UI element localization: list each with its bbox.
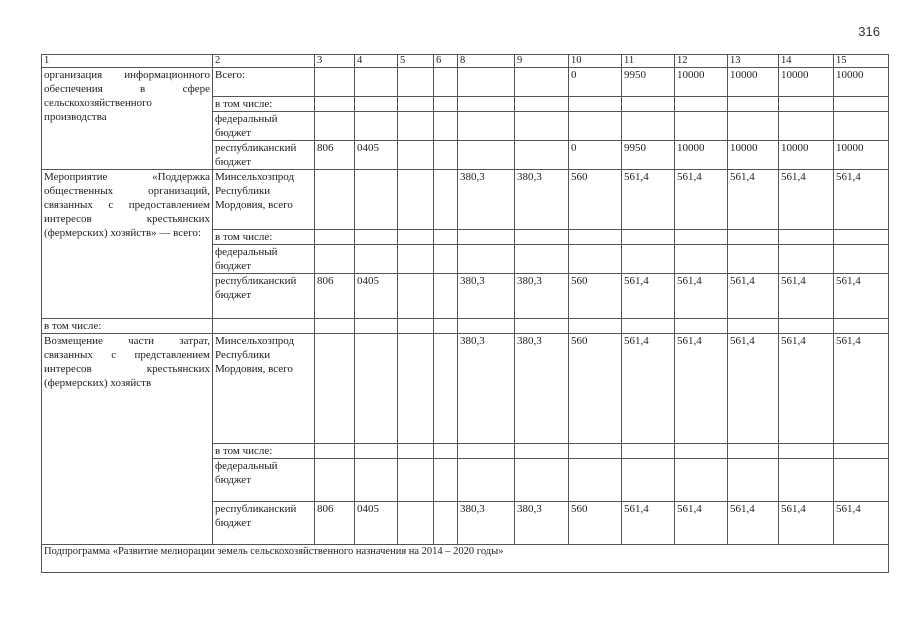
value-cell [675, 319, 728, 334]
value-cell [315, 245, 355, 274]
row-label: республиканский бюджет [213, 274, 315, 319]
column-header: 2 [213, 55, 315, 68]
value-cell [622, 112, 675, 141]
value-cell [434, 334, 458, 444]
value-cell [515, 230, 569, 245]
column-header: 13 [728, 55, 779, 68]
value-cell [434, 444, 458, 459]
value-cell [355, 112, 398, 141]
value-cell: 560 [569, 502, 622, 545]
value-cell [834, 245, 889, 274]
value-cell: 0 [569, 68, 622, 97]
value-cell [622, 444, 675, 459]
value-cell [434, 502, 458, 545]
column-header: 12 [675, 55, 728, 68]
value-cell: 561,4 [728, 502, 779, 545]
value-cell [515, 444, 569, 459]
value-cell [675, 112, 728, 141]
value-cell: 10000 [675, 141, 728, 170]
value-cell: 561,4 [728, 334, 779, 444]
page-number: 316 [858, 24, 880, 39]
value-cell: 561,4 [779, 334, 834, 444]
value-cell [434, 245, 458, 274]
row-group-name: Мероприятие «Поддержка общественных организаций, связанных с предоставлением интересов крестьянских (фермерских) хозяйств» — всего: [42, 170, 213, 319]
value-cell [728, 230, 779, 245]
value-cell [315, 319, 355, 334]
value-cell: 561,4 [622, 502, 675, 545]
value-cell [728, 459, 779, 502]
value-cell: 10000 [779, 141, 834, 170]
value-cell [398, 245, 434, 274]
value-cell [569, 444, 622, 459]
value-cell: 806 [315, 502, 355, 545]
value-cell: 561,4 [622, 334, 675, 444]
value-cell: 560 [569, 274, 622, 319]
value-cell [398, 141, 434, 170]
value-cell [315, 97, 355, 112]
value-cell [355, 68, 398, 97]
value-cell [398, 97, 434, 112]
value-cell [355, 334, 398, 444]
value-cell: 10000 [728, 141, 779, 170]
value-cell [515, 141, 569, 170]
value-cell [779, 459, 834, 502]
value-cell [434, 68, 458, 97]
value-cell: 9950 [622, 68, 675, 97]
value-cell [515, 68, 569, 97]
value-cell [398, 444, 434, 459]
value-cell [434, 141, 458, 170]
value-cell [622, 459, 675, 502]
value-cell [458, 245, 515, 274]
value-cell [779, 97, 834, 112]
value-cell: 0405 [355, 502, 398, 545]
table-row [42, 319, 889, 334]
value-cell: 380,3 [515, 274, 569, 319]
value-cell: 10000 [675, 68, 728, 97]
value-cell: 561,4 [728, 274, 779, 319]
value-cell [398, 459, 434, 502]
value-cell [355, 444, 398, 459]
value-cell [569, 319, 622, 334]
value-cell: 10000 [834, 141, 889, 170]
value-cell: 561,4 [675, 502, 728, 545]
row-label: Всего: [213, 68, 315, 97]
value-cell [515, 97, 569, 112]
value-cell: 560 [569, 334, 622, 444]
value-cell [834, 97, 889, 112]
value-cell [622, 230, 675, 245]
value-cell [398, 170, 434, 230]
value-cell [458, 459, 515, 502]
value-cell [728, 97, 779, 112]
value-cell: 561,4 [779, 502, 834, 545]
value-cell [315, 459, 355, 502]
value-cell [315, 68, 355, 97]
value-cell [434, 230, 458, 245]
value-cell: 380,3 [515, 334, 569, 444]
table-row [42, 170, 889, 230]
value-cell [834, 444, 889, 459]
value-cell: 561,4 [834, 170, 889, 230]
value-cell: 561,4 [622, 170, 675, 230]
value-cell [434, 170, 458, 230]
value-cell: 806 [315, 274, 355, 319]
column-header: 8 [458, 55, 515, 68]
column-header: 1 [42, 55, 213, 68]
value-cell [458, 230, 515, 245]
value-cell [355, 230, 398, 245]
value-cell [434, 97, 458, 112]
value-cell [434, 112, 458, 141]
value-cell: 380,3 [458, 274, 515, 319]
table-row [42, 334, 889, 444]
value-cell [355, 319, 398, 334]
value-cell [355, 459, 398, 502]
value-cell [569, 230, 622, 245]
table-row [42, 68, 889, 97]
value-cell [398, 68, 434, 97]
value-cell: 380,3 [458, 170, 515, 230]
value-cell: 561,4 [779, 170, 834, 230]
row-label: Минсельхозпрод Республики Мордовия, всего [213, 334, 315, 444]
value-cell: 560 [569, 170, 622, 230]
row-label: в том числе: [213, 444, 315, 459]
value-cell [675, 444, 728, 459]
value-cell [458, 68, 515, 97]
value-cell: 380,3 [515, 170, 569, 230]
row-label: республиканский бюджет [213, 502, 315, 545]
value-cell: 10000 [728, 68, 779, 97]
column-header: 14 [779, 55, 834, 68]
value-cell: 561,4 [779, 274, 834, 319]
value-cell [728, 444, 779, 459]
value-cell [434, 274, 458, 319]
row-label: в том числе: [42, 319, 213, 334]
value-cell [622, 97, 675, 112]
value-cell [728, 319, 779, 334]
value-cell [398, 112, 434, 141]
value-cell [355, 97, 398, 112]
value-cell: 561,4 [834, 274, 889, 319]
value-cell [675, 245, 728, 274]
column-header: 15 [834, 55, 889, 68]
row-label: федеральный бюджет [213, 112, 315, 141]
value-cell: 561,4 [675, 274, 728, 319]
value-cell [569, 245, 622, 274]
value-cell [569, 459, 622, 502]
value-cell: 380,3 [458, 334, 515, 444]
value-cell: 10000 [779, 68, 834, 97]
value-cell [569, 97, 622, 112]
row-label: в том числе: [213, 230, 315, 245]
value-cell: 561,4 [622, 274, 675, 319]
value-cell [458, 141, 515, 170]
value-cell: 806 [315, 141, 355, 170]
value-cell [398, 230, 434, 245]
row-group-name: Возмещение части затрат, связанных с представлением интересов крестьянских (фермерских) хозяйств [42, 334, 213, 545]
value-cell [315, 112, 355, 141]
value-cell [569, 112, 622, 141]
value-cell: 10000 [834, 68, 889, 97]
value-cell [398, 274, 434, 319]
value-cell [355, 170, 398, 230]
subprogram-row [42, 545, 889, 573]
value-cell [458, 112, 515, 141]
value-cell: 561,4 [728, 170, 779, 230]
column-header: 6 [434, 55, 458, 68]
value-cell [728, 112, 779, 141]
row-label: в том числе: [213, 97, 315, 112]
value-cell [779, 319, 834, 334]
value-cell [675, 459, 728, 502]
value-cell [834, 230, 889, 245]
value-cell [355, 245, 398, 274]
value-cell [675, 97, 728, 112]
value-cell [779, 245, 834, 274]
row-label: федеральный бюджет [213, 459, 315, 502]
value-cell [434, 319, 458, 334]
value-cell [779, 230, 834, 245]
value-cell [675, 230, 728, 245]
value-cell: 380,3 [458, 502, 515, 545]
value-cell [458, 97, 515, 112]
column-header: 10 [569, 55, 622, 68]
value-cell [213, 319, 315, 334]
value-cell: 0 [569, 141, 622, 170]
column-header: 4 [355, 55, 398, 68]
value-cell [622, 245, 675, 274]
value-cell [398, 334, 434, 444]
value-cell: 561,4 [675, 334, 728, 444]
column-header: 11 [622, 55, 675, 68]
value-cell [515, 459, 569, 502]
value-cell [515, 112, 569, 141]
row-label: Минсельхозпрод Республики Мордовия, всего [213, 170, 315, 230]
value-cell [315, 170, 355, 230]
value-cell [398, 319, 434, 334]
value-cell: 561,4 [834, 502, 889, 545]
value-cell [434, 459, 458, 502]
value-cell [779, 112, 834, 141]
value-cell [622, 319, 675, 334]
value-cell: 9950 [622, 141, 675, 170]
value-cell [834, 459, 889, 502]
value-cell [515, 319, 569, 334]
value-cell: 380,3 [515, 502, 569, 545]
value-cell [315, 444, 355, 459]
value-cell: 561,4 [834, 334, 889, 444]
value-cell [515, 245, 569, 274]
value-cell [779, 444, 834, 459]
column-header: 3 [315, 55, 355, 68]
budget-table [41, 54, 889, 573]
column-header: 9 [515, 55, 569, 68]
row-group-name: организация информационного обеспечения в сфере сельскохозяйственного производства [42, 68, 213, 170]
value-cell [458, 319, 515, 334]
subprogram-title: Подпрограмма «Развитие мелиорации земель сельскохозяйственного назначения на 2014 – 2020 годы» [42, 545, 889, 573]
value-cell [458, 444, 515, 459]
value-cell: 561,4 [675, 170, 728, 230]
value-cell: 0405 [355, 141, 398, 170]
value-cell: 0405 [355, 274, 398, 319]
value-cell [398, 502, 434, 545]
value-cell [834, 112, 889, 141]
value-cell [315, 230, 355, 245]
row-label: федеральный бюджет [213, 245, 315, 274]
header-row [42, 55, 889, 68]
value-cell [315, 334, 355, 444]
value-cell [728, 245, 779, 274]
value-cell [834, 319, 889, 334]
row-label: республиканский бюджет [213, 141, 315, 170]
column-header: 5 [398, 55, 434, 68]
